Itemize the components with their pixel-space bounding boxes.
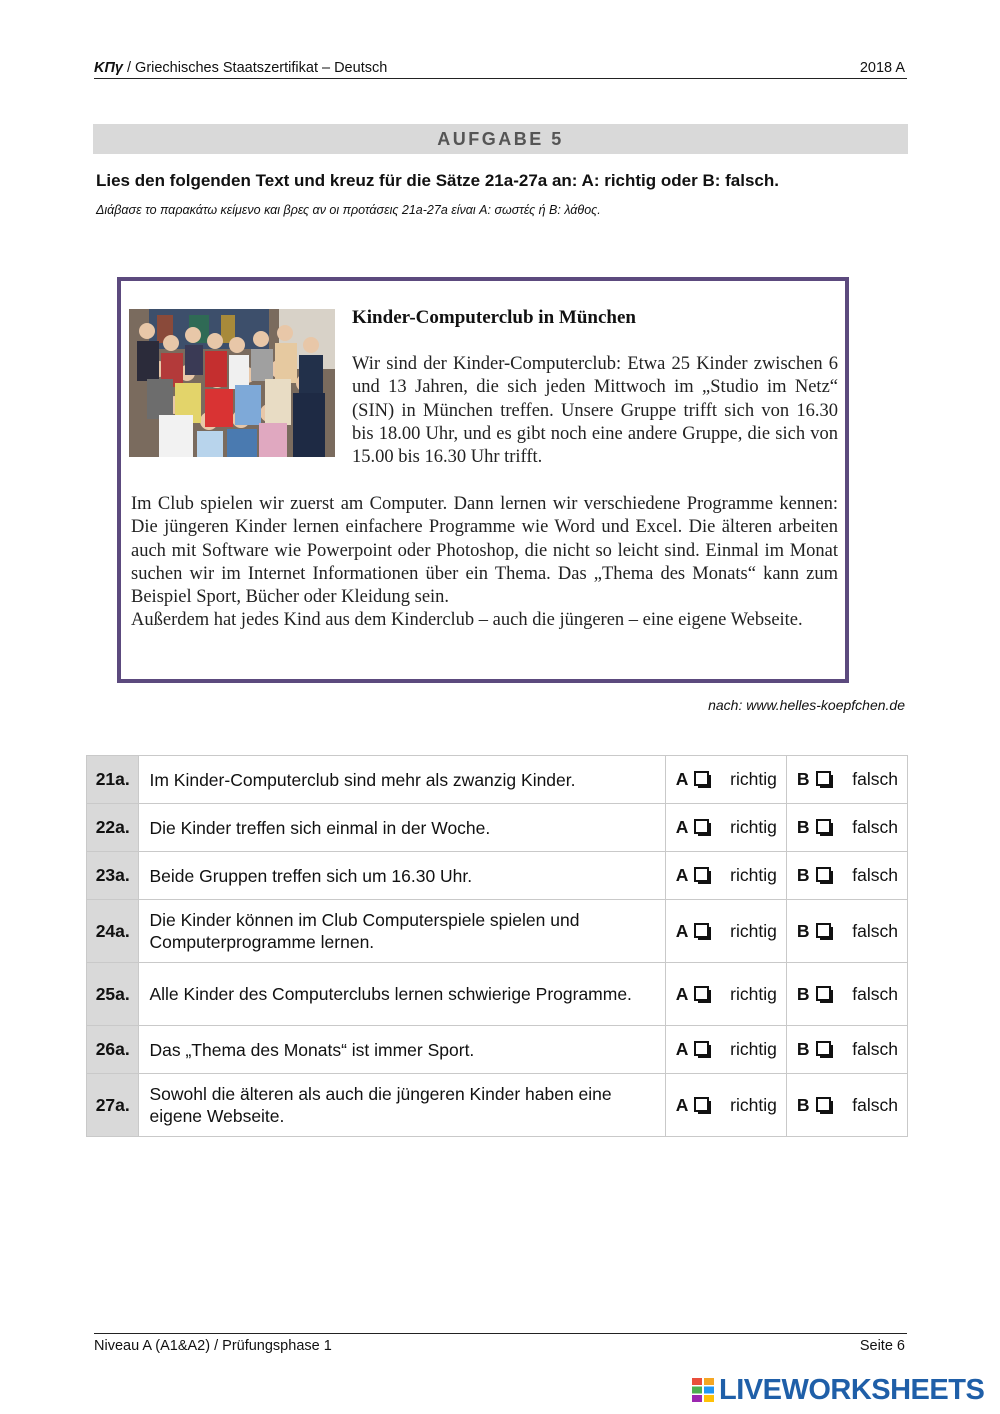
option-word: richtig	[730, 1039, 777, 1059]
article-paragraph: Wir sind der Kinder-Computerclub: Etwa 25 Kinder zwischen 6 und 13 Jahren, die sich jeden Mittwoch im „Studio im Netz“ (SIN) in München treffen. Unsere Gruppe trifft sich von 16.30 bis 18.00 Uhr, und es gibt noch eine andere Gruppe, die sich von 15.00 bis 16.30 Uhr trifft.	[352, 354, 838, 468]
option-letter: B	[796, 920, 810, 941]
option-word: richtig	[730, 865, 777, 885]
option-a-richtig[interactable]	[665, 963, 786, 1026]
option-word: falsch	[852, 983, 898, 1004]
checkbox-icon[interactable]	[816, 867, 831, 882]
checkbox-icon[interactable]	[694, 923, 709, 938]
table-row	[87, 804, 908, 852]
option-letter: B	[796, 817, 810, 837]
item-number: 25a.	[87, 963, 139, 1026]
article-title: Kinder-Computerclub in München	[352, 307, 636, 328]
item-number: 27a.	[87, 1074, 139, 1137]
option-word: richtig	[730, 983, 777, 1004]
article-body	[131, 493, 838, 633]
checkbox-icon[interactable]	[816, 819, 831, 834]
checkbox-icon[interactable]	[816, 1097, 831, 1112]
table-row	[87, 900, 908, 963]
footer-level: Niveau A (A1&A2) / Prüfungsphase 1	[94, 1338, 332, 1354]
option-a-richtig[interactable]	[665, 1026, 786, 1074]
option-b-falsch[interactable]	[786, 804, 907, 852]
option-word: richtig	[730, 769, 777, 789]
reading-text-box	[117, 277, 849, 683]
item-statement: Die Kinder können im Club Computerspiele spielen und Computerprogramme lernen.	[139, 900, 665, 963]
option-a-richtig[interactable]	[665, 852, 786, 900]
table-row	[87, 963, 908, 1026]
option-letter: B	[796, 865, 810, 885]
table-row	[87, 756, 908, 804]
item-statement: Beide Gruppen treffen sich um 16.30 Uhr.	[139, 852, 665, 900]
option-letter: A	[675, 817, 689, 837]
option-letter: B	[796, 769, 810, 789]
checkbox-icon[interactable]	[694, 986, 709, 1001]
checkbox-icon[interactable]	[694, 1041, 709, 1056]
option-letter: A	[675, 983, 689, 1004]
watermark-text: LIVEWORKSHEETS	[719, 1374, 985, 1406]
page-number: Seite 6	[859, 1338, 905, 1354]
option-word: richtig	[730, 920, 777, 941]
option-a-richtig[interactable]	[665, 1074, 786, 1137]
option-b-falsch[interactable]	[786, 900, 907, 963]
article-paragraph: Außerdem hat jedes Kind aus dem Kinderclub – auch die jüngeren – eine eigene Webseite.	[131, 610, 803, 631]
checkbox-icon[interactable]	[816, 771, 831, 786]
header-title	[94, 60, 387, 76]
instruction-greek: Διάβασε το παρακάτω κείμενο και βρες αν οι προτάσεις 21a-27a είναι A: σωστές ή B: λάθος.	[96, 203, 601, 217]
option-b-falsch[interactable]	[786, 756, 907, 804]
option-letter: A	[675, 769, 689, 789]
checkbox-icon[interactable]	[816, 923, 831, 938]
liveworksheets-logo-icon	[692, 1378, 714, 1402]
item-statement: Alle Kinder des Computerclubs lernen schwierige Programme.	[139, 963, 665, 1026]
group-photo-icon	[129, 309, 335, 457]
checkbox-icon[interactable]	[816, 1041, 831, 1056]
option-letter: A	[675, 920, 689, 941]
page-header	[94, 58, 907, 79]
item-statement: Im Kinder-Computerclub sind mehr als zwanzig Kinder.	[139, 756, 665, 804]
table-row	[87, 1026, 908, 1074]
option-word: richtig	[730, 817, 777, 837]
option-word: falsch	[852, 769, 898, 789]
option-a-richtig[interactable]	[665, 900, 786, 963]
option-b-falsch[interactable]	[786, 963, 907, 1026]
option-b-falsch[interactable]	[786, 1074, 907, 1137]
answer-table	[86, 755, 908, 1137]
checkbox-icon[interactable]	[694, 819, 709, 834]
header-year: 2018 A	[859, 60, 905, 76]
checkbox-icon[interactable]	[694, 1097, 709, 1112]
option-letter: A	[675, 1039, 689, 1059]
option-word: falsch	[852, 1094, 898, 1115]
article-paragraph: Im Club spielen wir zuerst am Computer. Dann lernen wir verschiedene Programme kennen: Die jüngeren Kinder lernen einfachere Programme wie Word und Excel. Die älteren arbeiten auch mit Software wie Powerpoint oder Photoshop, die nicht so leicht sind. Einmal im Monat suchen wir im Internet Informationen über ein Thema. Das „Thema des Monats“ kann zum Beispiel Sport, Bücher oder Kleidung sein.	[131, 494, 838, 608]
item-statement: Sowohl die älteren als auch die jüngeren Kinder haben eine eigene Webseite.	[139, 1074, 665, 1137]
item-number: 23a.	[87, 852, 139, 900]
option-letter: B	[796, 983, 810, 1004]
page-footer	[94, 1333, 907, 1354]
option-word: falsch	[852, 865, 898, 885]
option-b-falsch[interactable]	[786, 852, 907, 900]
option-letter: B	[796, 1094, 810, 1115]
option-a-richtig[interactable]	[665, 804, 786, 852]
item-statement: Das „Thema des Monats“ ist immer Sport.	[139, 1026, 665, 1074]
option-word: falsch	[852, 817, 898, 837]
task-title: AUFGABE 5	[93, 124, 908, 154]
checkbox-icon[interactable]	[816, 986, 831, 1001]
item-statement: Die Kinder treffen sich einmal in der Woche.	[139, 804, 665, 852]
table-row	[87, 1074, 908, 1137]
checkbox-icon[interactable]	[694, 867, 709, 882]
option-letter: A	[675, 865, 689, 885]
option-word: falsch	[852, 1039, 898, 1059]
source-credit: nach: www.helles-koepfchen.de	[708, 697, 905, 713]
option-a-richtig[interactable]	[665, 756, 786, 804]
header-title-text: / Griechisches Staatszertifikat – Deutsch	[122, 60, 388, 76]
item-number: 21a.	[87, 756, 139, 804]
item-number: 24a.	[87, 900, 139, 963]
option-b-falsch[interactable]	[786, 1026, 907, 1074]
table-row	[87, 852, 908, 900]
option-word: richtig	[730, 1094, 777, 1115]
item-number: 22a.	[87, 804, 139, 852]
header-code: ΚΠγ	[94, 60, 123, 76]
checkbox-icon[interactable]	[694, 771, 709, 786]
instruction-german: Lies den folgenden Text und kreuz für die Sätze 21a-27a an: A: richtig oder B: falsch.	[96, 171, 779, 190]
option-word: falsch	[852, 920, 898, 941]
item-number: 26a.	[87, 1026, 139, 1074]
option-letter: B	[796, 1039, 810, 1059]
option-letter: A	[675, 1094, 689, 1115]
